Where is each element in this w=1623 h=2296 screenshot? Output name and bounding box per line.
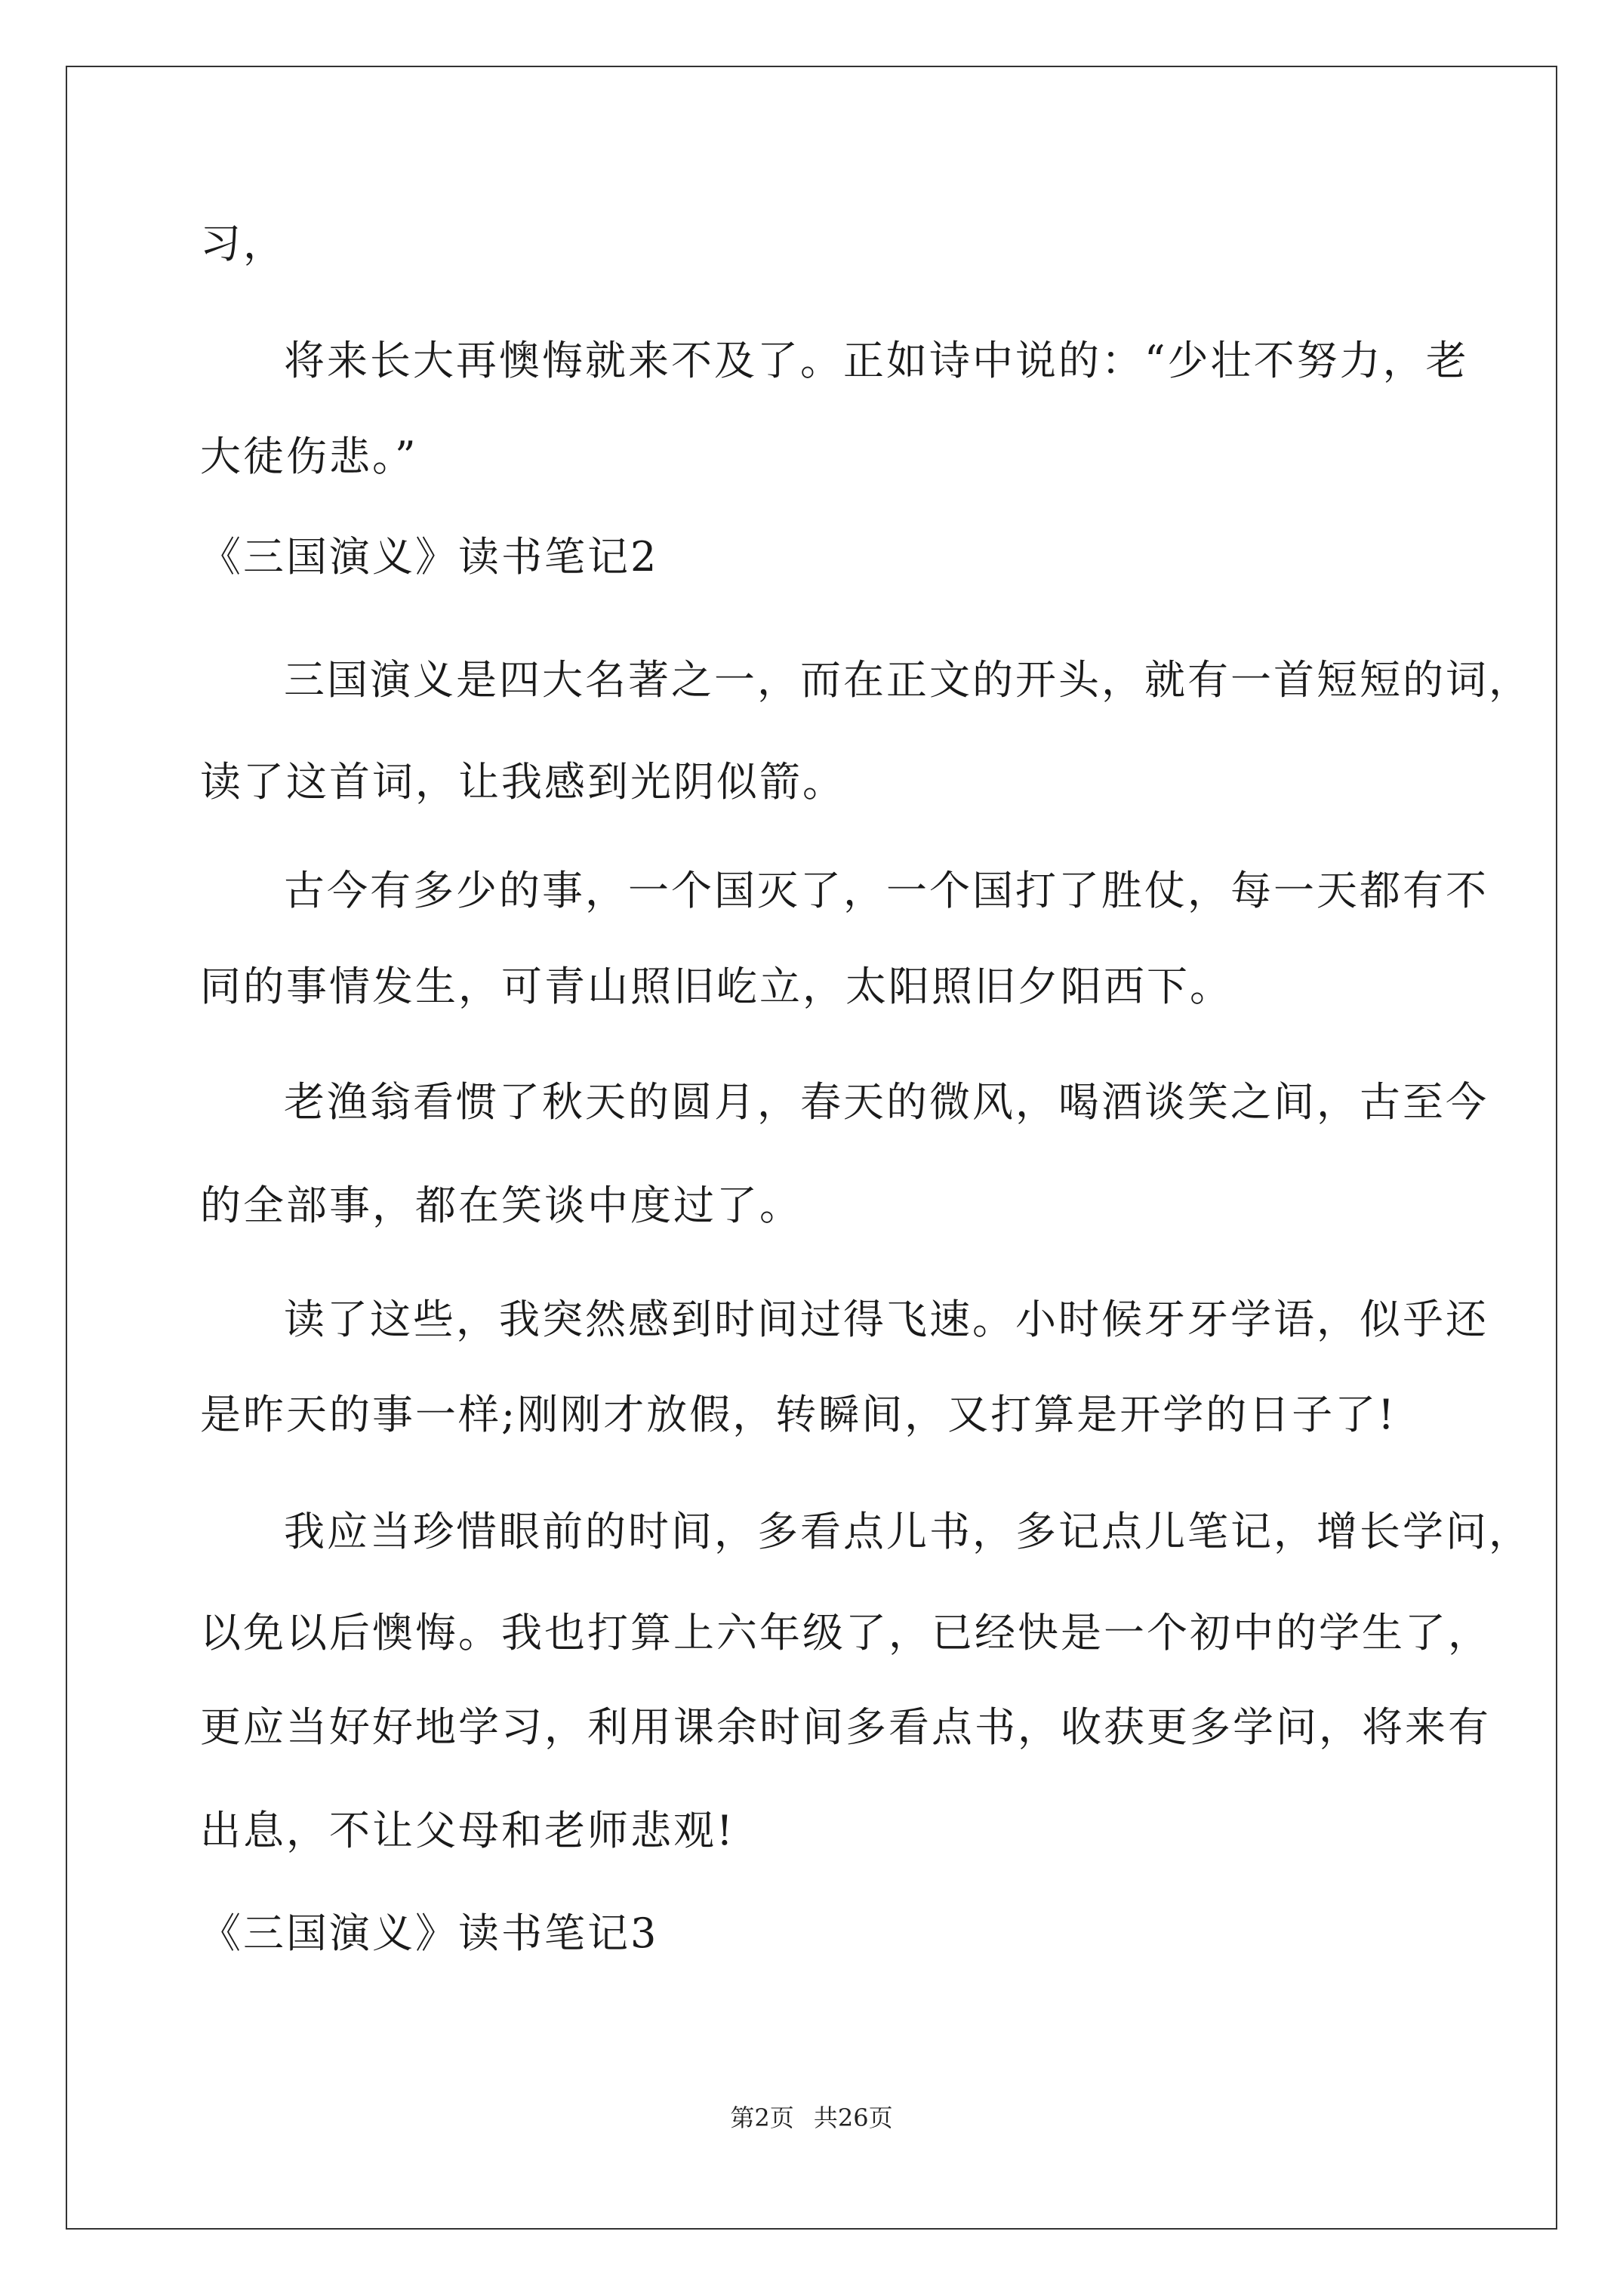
text-line: 以免以后懊悔。我也打算上六年级了，已经快是一个初中的学生了， bbox=[200, 1609, 1491, 1657]
text-line: 是昨天的事一样;刚刚才放假，转瞬间，又打算是开学的日子了! bbox=[200, 1391, 1397, 1438]
text-line: 读了这些，我突然感到时间过得飞速。小时候牙牙学语，似乎还 bbox=[284, 1296, 1489, 1343]
text-line: 的全部事，都在笑谈中度过了。 bbox=[200, 1182, 802, 1229]
text-line: 大徒伤悲。” bbox=[200, 433, 418, 480]
text-line: 古今有多少的事，一个国灭了，一个国打了胜仗，每一天都有不 bbox=[284, 867, 1489, 914]
page-frame bbox=[66, 66, 1557, 2230]
text-line: 读了这首词，让我感到光阴似箭。 bbox=[200, 758, 845, 806]
text-line: 同的事情发生，可青山照旧屹立，太阳照旧夕阳西下。 bbox=[200, 963, 1233, 1010]
text-line: 将来长大再懊悔就来不及了。正如诗中说的：“少壮不努力，老 bbox=[284, 337, 1469, 384]
text-line: 老渔翁看惯了秋天的圆月，春天的微风，喝酒谈笑之间，古至今 bbox=[284, 1078, 1489, 1126]
text-line: 我应当珍惜眼前的时间，多看点儿书，多记点儿笔记，增长学问， bbox=[284, 1508, 1532, 1555]
page-number: 第2页 bbox=[730, 2103, 794, 2132]
text-line: 更应当好好地学习，利用课余时间多看点书，收获更多学问，将来有 bbox=[200, 1703, 1491, 1751]
section-heading: 《三国演义》读书笔记2 bbox=[200, 533, 659, 581]
section-heading: 《三国演义》读书笔记3 bbox=[200, 1909, 659, 1957]
text-line: 三国演义是四大名著之一，而在正文的开头，就有一首短短的词， bbox=[284, 656, 1532, 704]
page-total: 共26页 bbox=[813, 2103, 893, 2132]
text-line: 习， bbox=[200, 220, 286, 267]
page-footer bbox=[0, 2103, 1623, 2133]
text-line: 出息，不让父母和老师悲观! bbox=[200, 1807, 735, 1854]
